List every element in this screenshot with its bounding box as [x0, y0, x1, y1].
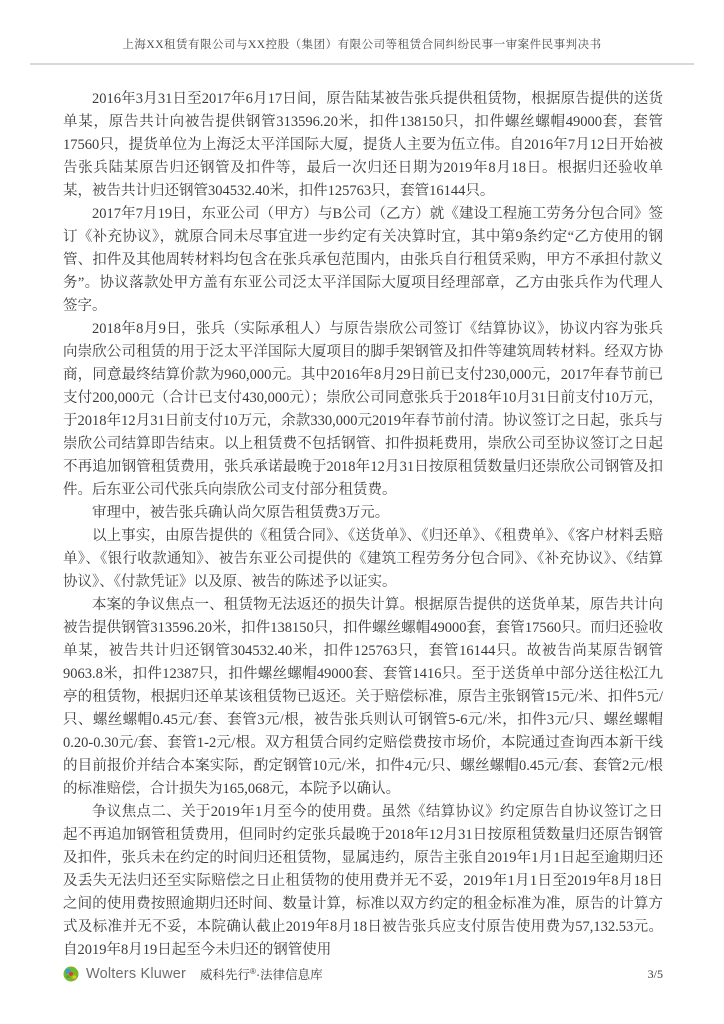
body-paragraph: 2017年7月19日，东亚公司（甲方）与B公司（乙方）就《建设工程施工劳务分包合同》签订《补充协议》，就原合同未尽事宜进一步约定有关决算时宜，其中第9条约定“乙方使用的钢管、扣件及其他周转材料均包含在张兵承包范围内，由张兵自行租赁采购，甲方不承担付款义务”。协议落款处甲方盖有东亚公司泛太平洋国际大厦项目经理部章，乙方由张兵作为代理人签字。 — [63, 206, 663, 314]
header-divider — [30, 63, 694, 65]
body-paragraph: 审理中，被告张兵确认尚欠原告租赁费3万元。 — [92, 505, 390, 521]
document-title: 上海XX租赁有限公司与XX控股（集团）有限公司等租赁合同纠纷民事一审案件民事判决书 — [122, 39, 602, 51]
body-paragraph: 2016年3月31日至2017年6月17日间，原告陆某被告张兵提供租赁物，根据原告提供的送货单某，原告共计向被告提供钢管313596.20米，扣件138150只，扣件螺丝螺帽49000套，套管17560只，提货单位为上海泛太平洋国际大厦，提货人主要为伍立伟。自2016年7月12日开始被告张兵陆某原告归还钢管及扣件等，最后一次归还日期为2019年8月18日。根据归还验收单某，被告共计归还钢管304532.40米，扣件125763只，套管16144只。 — [63, 91, 663, 199]
body-paragraph: 争议焦点二、关于2019年1月至今的使用费。虽然《结算协议》约定原告自协议签订之日起不再追加钢管租赁费用，但同时约定张兵最晚于2018年12月31日按原租赁数量归还原告钢管及扣件，张兵未在约定的时间归还租赁物，显属违约，原告主张自2019年1月1日起至逾期归还及丢失无法归还至实际赔偿之日止租赁物的使用费并无不妥，2019年1月1日至2019年8月18日之间的使用费按照逾期归还时间、数量计算，标准以双方约定的租金标准为准，原告的计算方式及标准并无不妥，本院确认截止2019年8月18日被告张兵应支付原告使用费为57,132.53元。自2019年8月19日起至今未归还的钢管使用 — [63, 804, 663, 958]
page-number-indicator: 3/5 — [647, 966, 663, 981]
registered-trademark-icon: ® — [250, 966, 256, 976]
weike-product-label — [200, 965, 323, 983]
wolters-kluwer-wordmark: Wolters Kluwer — [86, 966, 187, 982]
wolters-kluwer-logo-icon — [63, 966, 79, 982]
body-paragraph: 2018年8月9日，张兵（实际承租人）与原告崇欣公司签订《结算协议》，协议内容为张兵向崇欣公司租赁的用于泛太平洋国际大厦项目的脚手架钢管及扣件等建筑周转材料。经双方协商，同意最终结算价款为960,000元。其中2016年8月29日前已支付230,000元，2017年春节前已支付200,000元（合计已支付430,000元）；崇欣公司同意张兵于2018年10月31日前支付10万元，于2018年12月31日前支付10万元，余款330,000元2019年春节前付清。协议签订之日起，张兵与崇欣公司结算即告结束。以上租赁费不包括钢管、扣件损耗费用，崇欣公司至协议签订之日起不再追加钢管租赁费用，张兵承诺最晚于2018年12月31日按原租赁数量归还崇欣公司钢管及扣件。后东亚公司代张兵向崇欣公司支付部分租赁费。 — [63, 321, 663, 498]
body-paragraph: 本案的争议焦点一、租赁物无法返还的损失计算。根据原告提供的送货单某，原告共计向被告提供钢管313596.20米，扣件138150只，扣件螺丝螺帽49000套，套管17560只。而归还验收单某，被告共计归还钢管304532.40米，扣件125763只，套管16144只。故被告尚某原告钢管9063.8米，扣件12387只，扣件螺丝螺帽49000套、套管1416只。至于送货单中部分送往松江九亭的租赁物，根据归还单某该租赁物已返还。关于赔偿标准，原告主张钢管15元/米、扣件5元/只、螺丝螺帽0.45元/套、套管3元/根，被告张兵则认可钢管5-6元/米，扣件3元/只、螺丝螺帽0.20-0.30元/套、套管1-2元/根。双方租赁合同约定赔偿费按市场价，本院通过查询西本新干线的目前报价并结合本案实际，酌定钢管10元/米，扣件4元/只、螺丝螺帽0.45元/套、套管2元/根的标准赔偿，合计损失为165,068元，本院予以确认。 — [63, 597, 663, 797]
judgment-text — [63, 88, 663, 962]
body-paragraph: 以上事实，由原告提供的《租赁合同》、《送货单》、《归还单》、《租费单》、《客户材料丢赔单》、《银行收款通知》、被告东亚公司提供的《建筑工程劳务分包合同》、《补充协议》、《结算协议》、《付款凭证》以及原、被告的陈述予以证实。 — [63, 528, 663, 590]
weike-product-name: 威科先行 — [200, 968, 251, 982]
weike-library-suffix: ·法律信息库 — [255, 968, 323, 982]
page-footer — [63, 962, 663, 986]
